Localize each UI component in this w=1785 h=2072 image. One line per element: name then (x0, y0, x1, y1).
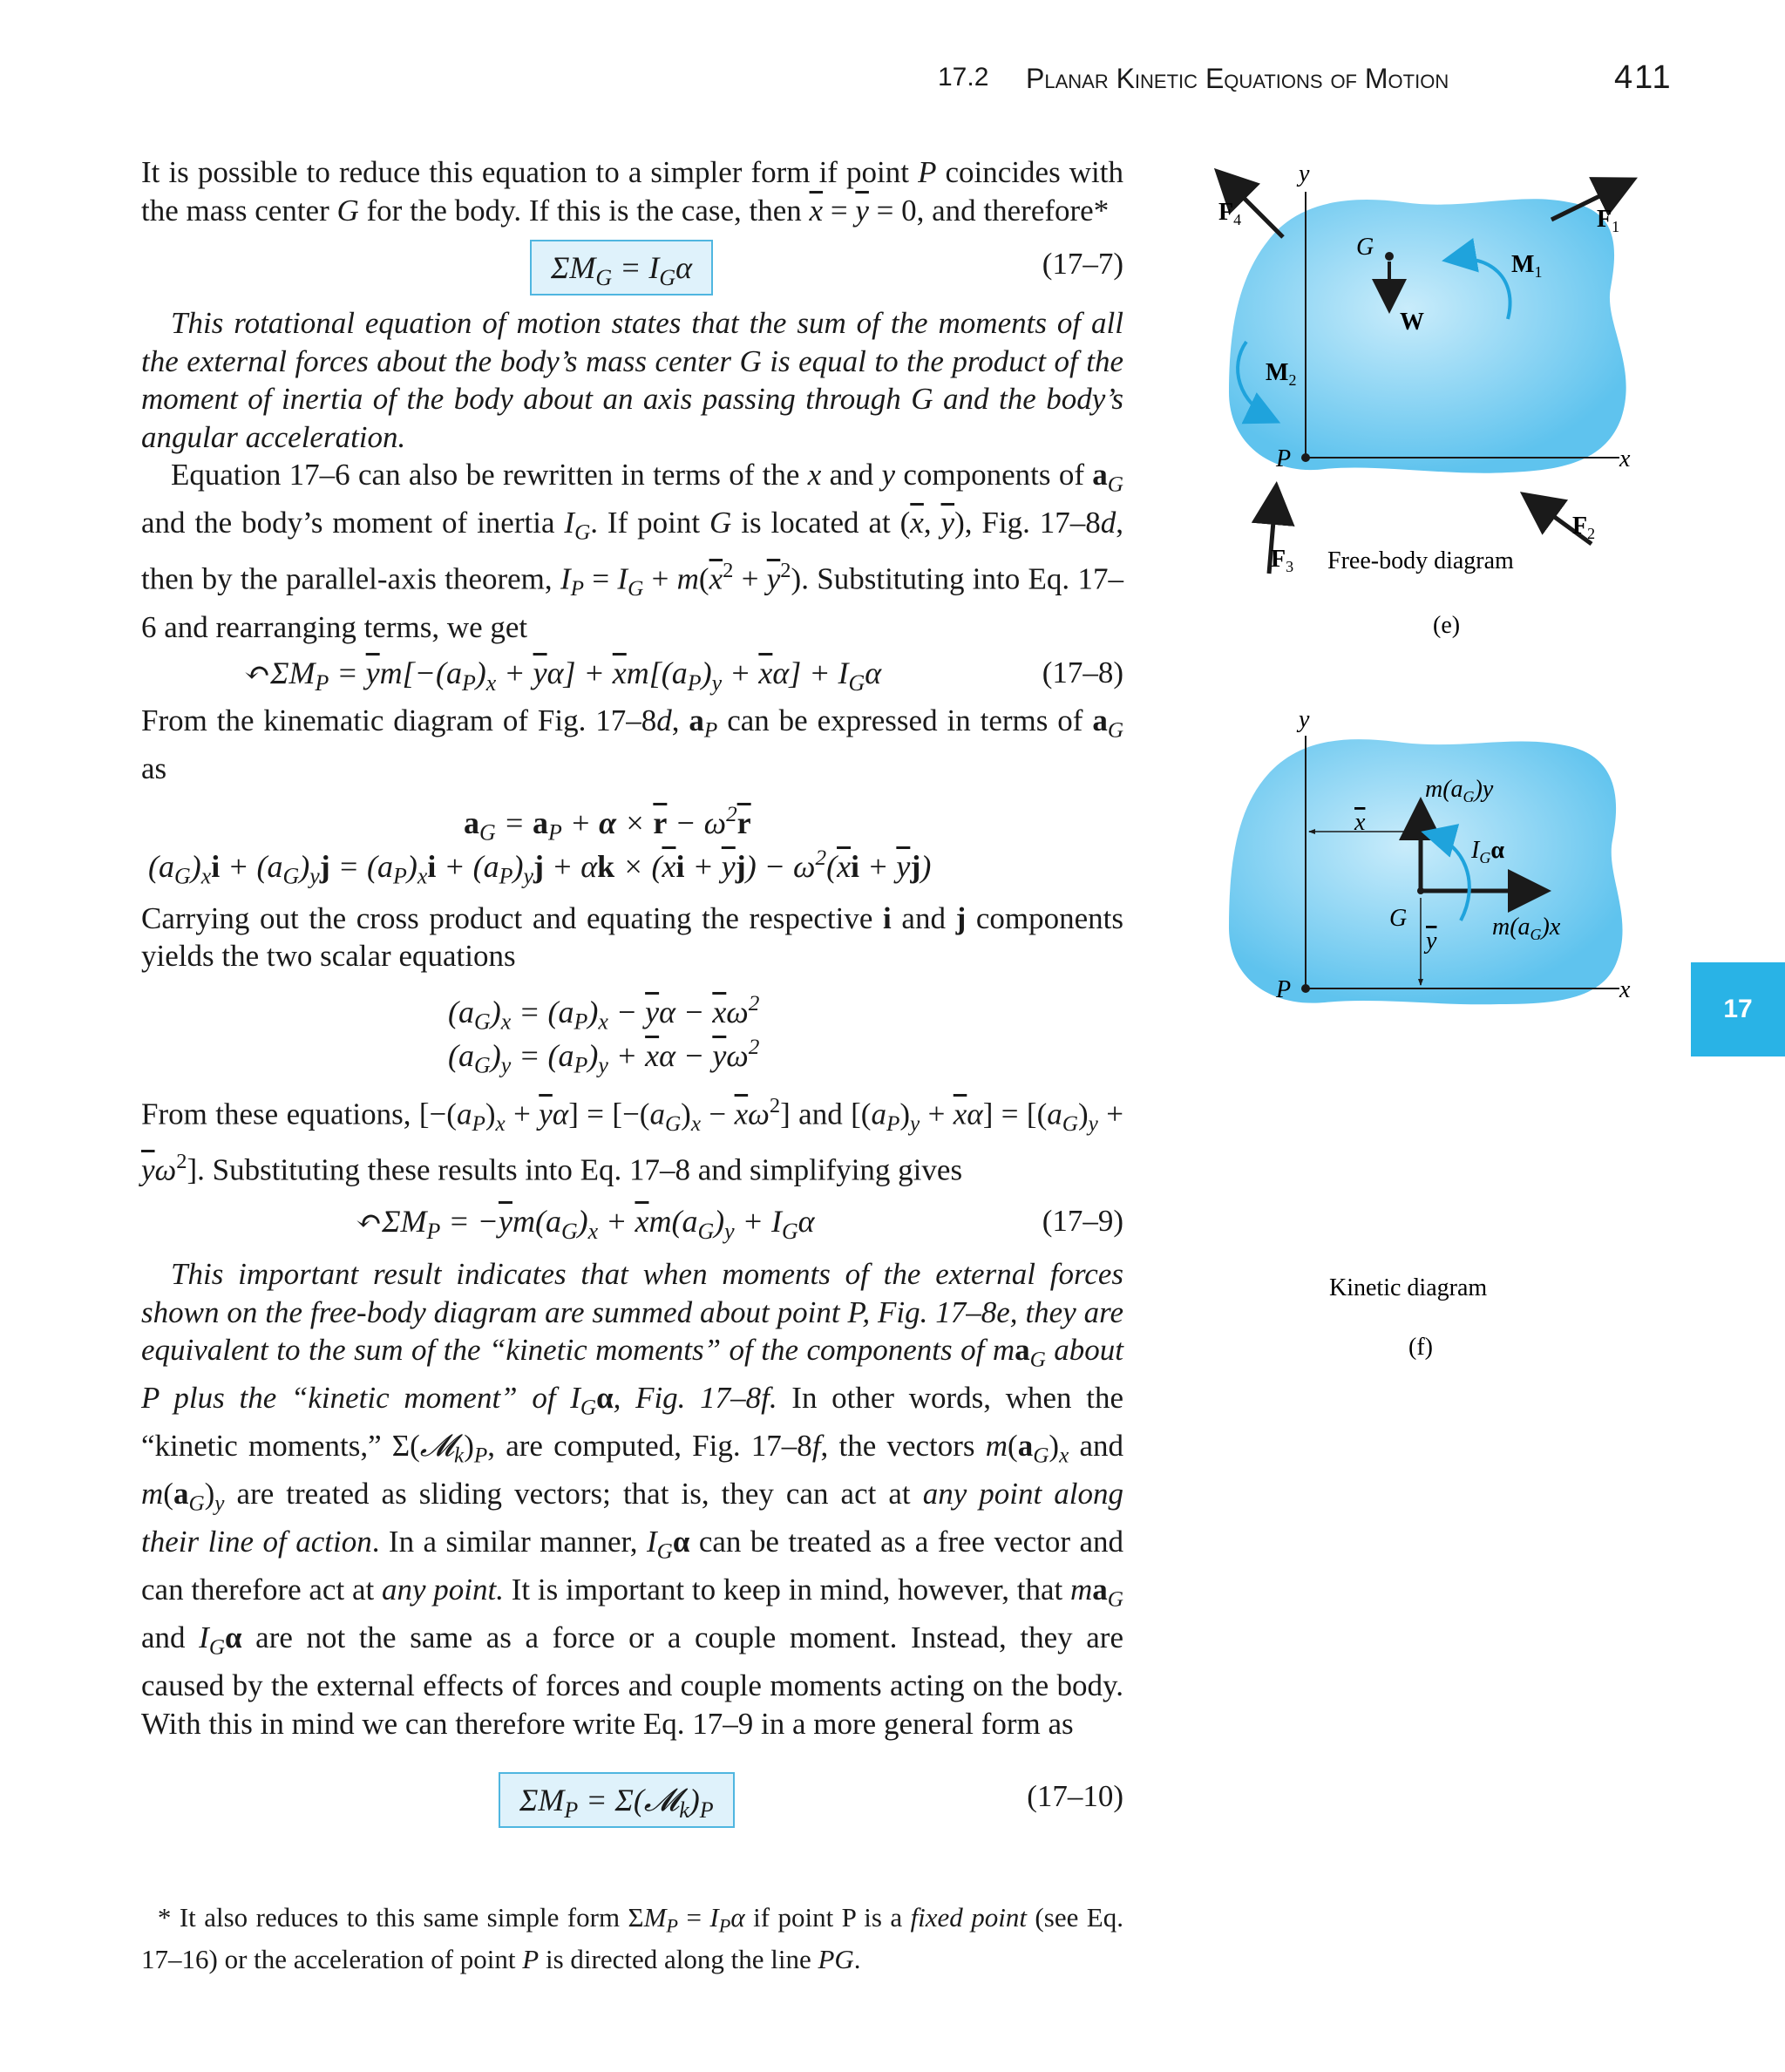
y-axis-label: y (1299, 160, 1310, 187)
equation-17-7 (141, 236, 1123, 294)
equation-number: (17–9) (1042, 1204, 1123, 1239)
paragraph-2: This rotational equation of motion states that the sum of the moments of all the external forces about the body’s mass center G is equal to the product of the moment of inertia of the body about an axis passing through G and the body’s angular acceleration. (141, 306, 1123, 454)
ybar-label: y (1426, 927, 1437, 954)
point-p-dot (1301, 984, 1310, 993)
equation-number: (17–8) (1042, 656, 1123, 690)
equation-kinematics-1: $a_G = a_P + \alpha \times \overline{r} - \omega^2\overline{r}$ (464, 802, 751, 846)
main-text-column (141, 153, 1123, 1826)
equation-17-10 (141, 1769, 1123, 1826)
point-g-label: G (1389, 905, 1408, 932)
equation-17-8: $↶\Sigma M_P = \overline{y}m[-(a_P)_x + \overline{y}\alpha] + \overline{x}m[(a_P)_y + \overline{x}\alpha] + I_G\alpha$ (17–8) (141, 651, 1123, 695)
x-axis-label: x (1619, 976, 1631, 1003)
ig-alpha-label: $I_G\alpha$ (1471, 837, 1504, 866)
equation-scalar-1: $(a_G)_x = (a_P)_x - \overline{y}\alpha - \overline{x}\omega^2$ (448, 991, 760, 1035)
moment-m2-label: $M_2$ (1266, 359, 1297, 389)
force-f1-label: $F_1$ (1597, 206, 1620, 235)
paragraph-3: Equation 17–6 can also be rewritten in terms of the x and y components of $a_G$ and the body’s moment of inertia $I_G$. If point G is located at ($\overline{x}$, $\overline{y}$), Fig. 17–8d, then by the parallel-axis theorem, $I_P = I_G + m(\overline{x}^2 + \overline{y}^2)$. Substituting into Eq. 17–6 and rearranging terms, we get (141, 458, 1123, 644)
kinetic-diagram (1229, 706, 1631, 1361)
xbar-label: x (1354, 809, 1366, 836)
point-g-label: G (1356, 234, 1374, 261)
paragraph-5: Carrying out the cross product and equating the respective i and j components yields the two scalar equations (141, 900, 1123, 974)
force-f3-label: $F_3$ (1271, 546, 1294, 575)
paragraph-6: From these equations, $[-(a_P)_x + \overline{y}\alpha] = [-(a_G)_x - \overline{x}\omega^2]$ and $[(a_P)_y + \overline{x}\alpha] = [(a_G)_y + \overline{y}\omega^2]$. Substituting these results into Eq. 17–8 and simplifying gives (141, 1093, 1123, 1187)
footnote: * It also reduces to this same simple form $\Sigma M_P = I_P\alpha$ if point P is a fixed point (see Eq. 17–16) or the acceleration of point P is directed along the line PG. (141, 1902, 1123, 1974)
free-body-diagram (1218, 160, 1631, 639)
running-header (0, 59, 1785, 106)
point-g-dot (1417, 887, 1424, 894)
equation-17-9: $↶\Sigma M_P = -\overline{y}m(a_G)_x + \overline{x}m(a_G)_y + I_G\alpha$ (17–9) (141, 1199, 1123, 1243)
force-f4-label: $F_4$ (1218, 199, 1242, 228)
x-axis-label: x (1619, 445, 1631, 472)
equation-scalar-2: $(a_G)_y = (a_P)_y + \overline{x}\alpha - \overline{y}\omega^2$ (448, 1035, 760, 1078)
figure-e-label: (e) (1433, 612, 1461, 639)
paragraph-7: This important result indicates that when moments of the external forces shown on the free-body diagram are summed about point P, Fig. 17–8e, they are equivalent to the sum of the “kinetic moments” of the components of $ma_G$ about P plus the “kinetic moment” of $I_G\alpha$, Fig. 17–8f. In other words, when the “kinetic moments,” $\Sigma(𝓜_k)_P$, are computed, Fig. 17–8f, the vectors $m(a_G)_x$ and $m(a_G)_y$ are treated as sliding vectors; that is, they can act at any point along their line of action. In a similar manner, $I_G\alpha$ can be treated as a free vector and can therefore act at any point. It is important to keep in mind, however, that $ma_G$ and $I_G\alpha$ are not the same as a force or a couple moment. Instead, they are caused by the external effects of forces and couple moments acting on the body. With this in mind we can therefore write Eq. 17–9 in a more general form as (141, 1257, 1123, 1741)
figure-svg (1203, 157, 1691, 1361)
equation-kinematics-2: $(a_G)_xi + (a_G)_yj = (a_P)_xi + (a_P)_yj + \alpha k \times (\overline{x}i + \overline{y}j) - \omega^2(\overline{x}i + \overline{y}j)$ (148, 846, 932, 889)
y-axis-label: y (1299, 706, 1310, 733)
m-ag-y-label: $m(a_G)y$ (1425, 776, 1494, 805)
point-g-dot (1385, 252, 1394, 261)
force-f2-label: $F_2$ (1572, 513, 1596, 542)
point-p-label: P (1276, 976, 1292, 1003)
weight-label: W (1400, 309, 1424, 336)
kinetic-caption: Kinetic diagram (1329, 1274, 1488, 1301)
equation-box: $\Sigma M_G = I_G\alpha$ (530, 240, 713, 296)
figure-column (1203, 157, 1691, 1361)
m-ag-x-label: $m(a_G)x$ (1492, 914, 1561, 943)
free-body-caption: Free-body diagram (1327, 547, 1514, 574)
section-title: Planar Kinetic Equations of Motion (1026, 63, 1449, 94)
figure-f-label: (f) (1408, 1334, 1433, 1361)
moment-m1-label: $M_1$ (1511, 251, 1543, 281)
paragraph-4: From the kinematic diagram of Fig. 17–8d, $a_P$ can be expressed in terms of $a_G$ as (141, 703, 1124, 786)
equation-number: (17–7) (1042, 247, 1123, 281)
section-number: 17.2 (938, 63, 989, 92)
chapter-tab: 17 (1691, 962, 1785, 1056)
equation-number: (17–10) (1027, 1779, 1123, 1814)
paragraph-1: It is possible to reduce this equation to a simpler form if point P coincides with the mass center G for the body. If this is the case, then $\overline{x} = \overline{y} = 0$, and therefore* (141, 155, 1123, 228)
rigid-body-shape (1229, 199, 1626, 472)
point-p-dot (1301, 453, 1310, 462)
equation-box: $\Sigma M_P$ = $\Sigma(𝓜_k)_P$ (499, 1772, 735, 1828)
page-number: 411 (1614, 59, 1673, 96)
point-p-label: P (1276, 445, 1292, 472)
